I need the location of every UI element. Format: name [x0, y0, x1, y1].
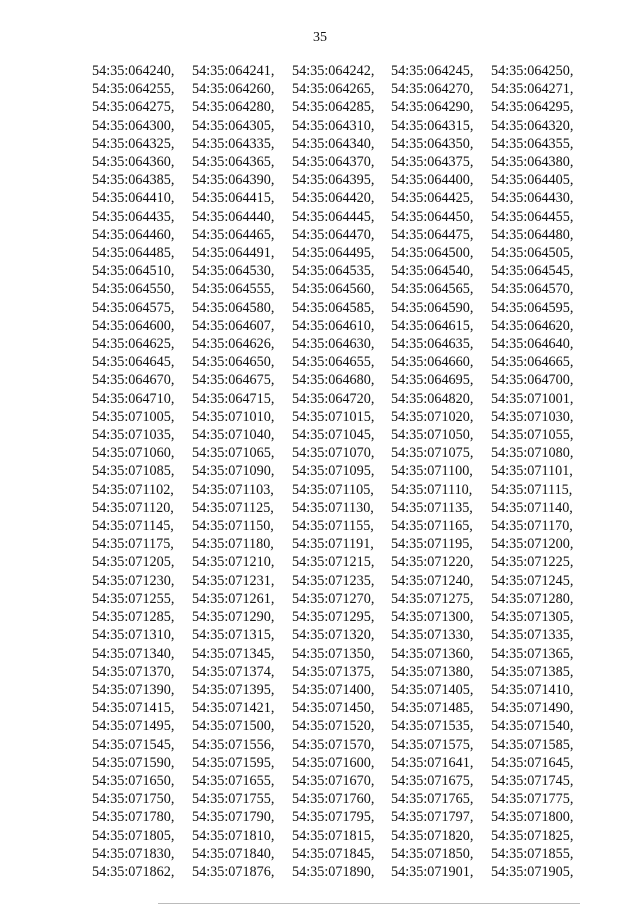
table-row [92, 808, 591, 826]
cadastral-number-cell: 54:35:071270, [292, 590, 375, 607]
cadastral-number-cell: 54:35:064365, [192, 154, 275, 171]
cadastral-number-cell: 54:35:064445, [292, 208, 375, 225]
cadastral-number-cell: 54:35:071600, [292, 754, 375, 771]
table-row [92, 535, 591, 553]
cadastral-number-cell: 54:35:071340, [92, 645, 175, 662]
cadastral-number-cell: 54:35:071405, [391, 681, 474, 698]
cadastral-number-cell: 54:35:064242, [292, 63, 375, 79]
cadastral-number-cell: 54:35:064665, [491, 354, 574, 371]
cadastral-number-cell: 54:35:071030, [491, 408, 574, 425]
cadastral-number-cell: 54:35:064580, [192, 299, 275, 316]
cadastral-number-cell: 54:35:064615, [391, 317, 474, 334]
table-row [92, 371, 591, 389]
cadastral-number-cell: 54:35:064585, [292, 299, 375, 316]
table-row [92, 153, 591, 171]
table-row [92, 226, 591, 244]
cadastral-number-cell: 54:35:064625, [92, 336, 175, 353]
cadastral-number-cell: 54:35:071805, [92, 827, 175, 844]
cadastral-number-cell: 54:35:071590, [92, 754, 175, 771]
cadastral-number-cell: 54:35:071240, [391, 572, 474, 589]
table-row [92, 699, 591, 717]
cadastral-number-cell: 54:35:071055, [491, 427, 574, 444]
cadastral-number-cell: 54:35:064305, [192, 117, 275, 134]
cadastral-number-cell: 54:35:071545, [92, 736, 175, 753]
table-row [92, 754, 591, 772]
cadastral-number-cell: 54:35:064645, [92, 354, 175, 371]
cadastral-number-cell: 54:35:071280, [491, 590, 574, 607]
table-row [92, 590, 591, 608]
cadastral-number-cell: 54:35:071585, [491, 736, 574, 753]
cadastral-number-cell: 54:35:071035, [92, 427, 175, 444]
cadastral-number-cell: 54:35:071790, [192, 809, 275, 826]
cadastral-number-cell: 54:35:071495, [92, 718, 175, 735]
cadastral-number-cell: 54:35:064610, [292, 317, 375, 334]
table-row [92, 335, 591, 353]
cadastral-number-cell: 54:35:064370, [292, 154, 375, 171]
cadastral-number-cell: 54:35:071115, [491, 481, 573, 498]
cadastral-number-cell: 54:35:071670, [292, 772, 375, 789]
cadastral-number-cell: 54:35:071102, [92, 481, 174, 498]
table-row [92, 299, 591, 317]
cadastral-number-cell: 54:35:064335, [192, 135, 275, 152]
cadastral-number-cell: 54:35:064271, [491, 81, 574, 98]
cadastral-number-cell: 54:35:071556, [192, 736, 275, 753]
cadastral-number-cell: 54:35:071005, [92, 408, 175, 425]
cadastral-number-cell: 54:35:071775, [491, 791, 574, 808]
table-row [92, 553, 591, 571]
cadastral-number-cell: 54:35:071145, [92, 518, 174, 535]
bottom-divider [158, 903, 580, 904]
cadastral-number-cell: 54:35:064350, [391, 135, 474, 152]
cadastral-number-cell: 54:35:071050, [391, 427, 474, 444]
table-row [92, 845, 591, 863]
cadastral-number-cell: 54:35:071755, [192, 791, 275, 808]
table-row [92, 171, 591, 189]
cadastral-number-cell: 54:35:064491, [192, 245, 275, 262]
cadastral-number-cell: 54:35:071335, [491, 627, 574, 644]
cadastral-number-cell: 54:35:064530, [192, 263, 275, 280]
cadastral-number-cell: 54:35:071103, [192, 481, 274, 498]
table-row [92, 244, 591, 262]
cadastral-number-cell: 54:35:064435, [92, 208, 175, 225]
cadastral-number-cell: 54:35:064680, [292, 372, 375, 389]
cadastral-number-cell: 54:35:071330, [391, 627, 474, 644]
cadastral-number-cell: 54:35:064390, [192, 172, 275, 189]
table-row [92, 499, 591, 517]
cadastral-number-cell: 54:35:064590, [391, 299, 474, 316]
cadastral-number-cell: 54:35:071275, [391, 590, 474, 607]
cadastral-number-cell: 54:35:064710, [92, 390, 175, 407]
cadastral-number-cell: 54:35:071170, [491, 518, 573, 535]
cadastral-number-cell: 54:35:071230, [92, 572, 175, 589]
cadastral-number-cell: 54:35:071100, [391, 463, 473, 480]
cadastral-number-cell: 54:35:071130, [292, 499, 374, 516]
cadastral-number-cell: 54:35:071890, [292, 863, 375, 880]
cadastral-number-cell: 54:35:064310, [292, 117, 375, 134]
cadastral-number-cell: 54:35:071485, [391, 700, 474, 717]
cadastral-number-cell: 54:35:064355, [491, 135, 574, 152]
cadastral-number-cell: 54:35:064475, [391, 226, 474, 243]
cadastral-number-cell: 54:35:071815, [292, 827, 375, 844]
cadastral-number-cell: 54:35:064620, [491, 317, 574, 334]
table-row [92, 208, 591, 226]
cadastral-number-cell: 54:35:064405, [491, 172, 574, 189]
table-row [92, 189, 591, 207]
table-row [92, 772, 591, 790]
cadastral-number-cell: 54:35:071200, [491, 536, 574, 553]
cadastral-number-cell: 54:35:071795, [292, 809, 375, 826]
cadastral-number-table-body [92, 62, 591, 881]
cadastral-number-cell: 54:35:064720, [292, 390, 375, 407]
cadastral-number-cell: 54:35:071862, [92, 863, 175, 880]
cadastral-number-cell: 54:35:064607, [192, 317, 275, 334]
table-row [92, 717, 591, 735]
cadastral-number-cell: 54:35:064695, [391, 372, 474, 389]
cadastral-number-cell: 54:35:071385, [491, 663, 574, 680]
cadastral-number-cell: 54:35:071360, [391, 645, 474, 662]
cadastral-number-cell: 54:35:064660, [391, 354, 474, 371]
cadastral-number-cell: 54:35:071015, [292, 408, 375, 425]
cadastral-number-cell: 54:35:064320, [491, 117, 574, 134]
cadastral-number-cell: 54:35:071825, [491, 827, 574, 844]
table-row [92, 135, 591, 153]
cadastral-number-cell: 54:35:064450, [391, 208, 474, 225]
cadastral-number-cell: 54:35:071595, [192, 754, 275, 771]
cadastral-number-cell: 54:35:071830, [92, 845, 175, 862]
cadastral-number-cell: 54:35:071840, [192, 845, 275, 862]
cadastral-number-cell: 54:35:071540, [491, 718, 574, 735]
table-row [92, 353, 591, 371]
cadastral-number-cell: 54:35:071645, [491, 754, 574, 771]
cadastral-number-cell: 54:35:064285, [292, 99, 375, 116]
cadastral-number-cell: 54:35:064240, [92, 63, 175, 79]
cadastral-number-cell: 54:35:071490, [491, 700, 574, 717]
cadastral-number-cell: 54:35:064500, [391, 245, 474, 262]
table-row [92, 62, 591, 80]
cadastral-number-cell: 54:35:071390, [92, 681, 175, 698]
cadastral-number-cell: 54:35:071901, [391, 863, 474, 880]
cadastral-number-cell: 54:35:071575, [391, 736, 474, 753]
cadastral-number-cell: 54:35:071215, [292, 554, 375, 571]
cadastral-number-table [92, 62, 591, 881]
cadastral-number-cell: 54:35:064440, [192, 208, 275, 225]
cadastral-number-cell: 54:35:071290, [192, 609, 275, 626]
cadastral-number-cell: 54:35:064635, [391, 336, 474, 353]
cadastral-number-cell: 54:35:064700, [491, 372, 574, 389]
cadastral-number-cell: 54:35:071855, [491, 845, 574, 862]
cadastral-number-cell: 54:35:064626, [192, 336, 275, 353]
cadastral-number-cell: 54:35:071375, [292, 663, 375, 680]
cadastral-number-cell: 54:35:064410, [92, 190, 175, 207]
cadastral-number-cell: 54:35:071570, [292, 736, 375, 753]
cadastral-number-cell: 54:35:071120, [92, 499, 174, 516]
table-row [92, 481, 591, 499]
cadastral-number-cell: 54:35:071165, [391, 518, 473, 535]
cadastral-number-cell: 54:35:071876, [192, 863, 275, 880]
cadastral-number-cell: 54:35:071780, [92, 809, 175, 826]
cadastral-number-cell: 54:35:064455, [491, 208, 574, 225]
cadastral-number-cell: 54:35:064540, [391, 263, 474, 280]
cadastral-number-cell: 54:35:071675, [391, 772, 474, 789]
table-row [92, 626, 591, 644]
cadastral-number-cell: 54:35:064245, [391, 63, 474, 79]
cadastral-number-cell: 54:35:064480, [491, 226, 574, 243]
table-row [92, 790, 591, 808]
cadastral-number-cell: 54:35:064555, [192, 281, 275, 298]
cadastral-number-cell: 54:35:064460, [92, 226, 175, 243]
cadastral-number-cell: 54:35:064375, [391, 154, 474, 171]
table-row [92, 863, 591, 881]
cadastral-number-cell: 54:35:071245, [491, 572, 574, 589]
cadastral-number-cell: 54:35:071150, [192, 518, 274, 535]
cadastral-number-cell: 54:35:064280, [192, 99, 275, 116]
cadastral-number-cell: 54:35:064640, [491, 336, 574, 353]
cadastral-number-cell: 54:35:064295, [491, 99, 574, 116]
cadastral-number-cell: 54:35:064650, [192, 354, 275, 371]
cadastral-number-cell: 54:35:071750, [92, 791, 175, 808]
cadastral-number-cell: 54:35:064315, [391, 117, 474, 134]
cadastral-number-cell: 54:35:071105, [292, 481, 374, 498]
cadastral-number-cell: 54:35:071374, [192, 663, 275, 680]
table-row [92, 663, 591, 681]
table-row [92, 572, 591, 590]
cadastral-number-cell: 54:35:064570, [491, 281, 574, 298]
cadastral-number-cell: 54:35:071415, [92, 700, 175, 717]
cadastral-number-cell: 54:35:064260, [192, 81, 275, 98]
cadastral-number-cell: 54:35:071085, [92, 463, 175, 480]
cadastral-number-cell: 54:35:071655, [192, 772, 275, 789]
cadastral-number-cell: 54:35:064270, [391, 81, 474, 98]
cadastral-number-cell: 54:35:064655, [292, 354, 375, 371]
cadastral-number-cell: 54:35:064400, [391, 172, 474, 189]
cadastral-number-cell: 54:35:064675, [192, 372, 275, 389]
cadastral-number-cell: 54:35:064495, [292, 245, 375, 262]
cadastral-number-cell: 54:35:071235, [292, 572, 375, 589]
table-row [92, 645, 591, 663]
table-row [92, 736, 591, 754]
cadastral-number-cell: 54:35:071350, [292, 645, 375, 662]
cadastral-number-cell: 54:35:071180, [192, 536, 274, 553]
cadastral-number-cell: 54:35:071295, [292, 609, 375, 626]
cadastral-number-cell: 54:35:071135, [391, 499, 473, 516]
cadastral-number-cell: 54:35:064820, [391, 390, 474, 407]
cadastral-number-cell: 54:35:071001, [491, 390, 574, 407]
cadastral-number-cell: 54:35:064565, [391, 281, 474, 298]
cadastral-number-cell: 54:35:064265, [292, 81, 375, 98]
table-row [92, 262, 591, 280]
cadastral-number-cell: 54:35:071745, [491, 772, 574, 789]
table-row [92, 117, 591, 135]
cadastral-number-cell: 54:35:071370, [92, 663, 175, 680]
cadastral-number-cell: 54:35:071261, [192, 590, 275, 607]
cadastral-number-cell: 54:35:064600, [92, 317, 175, 334]
cadastral-number-cell: 54:35:071535, [391, 718, 474, 735]
cadastral-number-cell: 54:35:064300, [92, 117, 175, 134]
cadastral-number-cell: 54:35:071395, [192, 681, 275, 698]
cadastral-number-cell: 54:35:064575, [92, 299, 175, 316]
cadastral-number-cell: 54:35:071520, [292, 718, 375, 735]
cadastral-number-cell: 54:35:071641, [391, 754, 474, 771]
cadastral-number-cell: 54:35:064535, [292, 263, 375, 280]
cadastral-number-cell: 54:35:071020, [391, 408, 474, 425]
cadastral-number-cell: 54:35:071010, [192, 408, 275, 425]
cadastral-number-cell: 54:35:071210, [192, 554, 275, 571]
cadastral-number-cell: 54:35:071285, [92, 609, 175, 626]
cadastral-number-cell: 54:35:071905, [491, 863, 574, 880]
cadastral-number-cell: 54:35:064290, [391, 99, 474, 116]
cadastral-number-cell: 54:35:071155, [292, 518, 374, 535]
cadastral-number-cell: 54:35:064250, [491, 63, 574, 79]
cadastral-number-cell: 54:35:071101, [491, 463, 573, 480]
cadastral-number-cell: 54:35:064425, [391, 190, 474, 207]
cadastral-number-cell: 54:35:071310, [92, 627, 175, 644]
cadastral-number-cell: 54:35:071315, [192, 627, 275, 644]
cadastral-number-cell: 54:35:071040, [192, 427, 275, 444]
cadastral-number-cell: 54:35:071095, [292, 463, 375, 480]
cadastral-number-cell: 54:35:071800, [491, 809, 574, 826]
cadastral-number-cell: 54:35:064385, [92, 172, 175, 189]
table-row [92, 608, 591, 626]
cadastral-number-cell: 54:35:071320, [292, 627, 375, 644]
cadastral-number-cell: 54:35:064550, [92, 281, 175, 298]
cadastral-number-cell: 54:35:064415, [192, 190, 275, 207]
cadastral-number-cell: 54:35:071820, [391, 827, 474, 844]
cadastral-number-cell: 54:35:071175, [92, 536, 174, 553]
table-row [92, 98, 591, 116]
cadastral-number-cell: 54:35:071797, [391, 809, 474, 826]
cadastral-number-cell: 54:35:071195, [391, 536, 473, 553]
cadastral-number-cell: 54:35:071060, [92, 445, 175, 462]
cadastral-number-cell: 54:35:071045, [292, 427, 375, 444]
cadastral-number-cell: 54:35:071225, [491, 554, 574, 571]
cadastral-number-cell: 54:35:071421, [192, 700, 275, 717]
cadastral-number-cell: 54:35:064505, [491, 245, 574, 262]
cadastral-number-cell: 54:35:064470, [292, 226, 375, 243]
cadastral-number-cell: 54:35:064241, [192, 63, 275, 79]
table-row [92, 408, 591, 426]
table-row [92, 827, 591, 845]
table-row [92, 517, 591, 535]
cadastral-number-cell: 54:35:071080, [491, 445, 574, 462]
cadastral-number-cell: 54:35:071845, [292, 845, 375, 862]
table-row [92, 280, 591, 298]
page-number: 35 [313, 30, 327, 45]
cadastral-number-cell: 54:35:071450, [292, 700, 375, 717]
cadastral-number-cell: 54:35:064360, [92, 154, 175, 171]
cadastral-number-cell: 54:35:064670, [92, 372, 175, 389]
table-row [92, 80, 591, 98]
cadastral-number-cell: 54:35:064325, [92, 135, 175, 152]
cadastral-number-cell: 54:35:071070, [292, 445, 375, 462]
cadastral-number-cell: 54:35:071400, [292, 681, 375, 698]
cadastral-number-cell: 54:35:064275, [92, 99, 175, 116]
cadastral-number-cell: 54:35:071500, [192, 718, 275, 735]
table-row [92, 444, 591, 462]
cadastral-number-cell: 54:35:071380, [391, 663, 474, 680]
table-row [92, 317, 591, 335]
cadastral-number-cell: 54:35:064465, [192, 226, 275, 243]
cadastral-number-cell: 54:35:071140, [491, 499, 573, 516]
cadastral-number-cell: 54:35:071850, [391, 845, 474, 862]
cadastral-number-cell: 54:35:071345, [192, 645, 275, 662]
cadastral-number-cell: 54:35:071205, [92, 554, 175, 571]
cadastral-number-cell: 54:35:064420, [292, 190, 375, 207]
cadastral-number-cell: 54:35:071650, [92, 772, 175, 789]
cadastral-number-cell: 54:35:071300, [391, 609, 474, 626]
cadastral-number-cell: 54:35:071220, [391, 554, 474, 571]
cadastral-number-cell: 54:35:071255, [92, 590, 175, 607]
cadastral-number-cell: 54:35:071075, [391, 445, 474, 462]
cadastral-number-cell: 54:35:064630, [292, 336, 375, 353]
table-row [92, 462, 591, 480]
cadastral-number-cell: 54:35:071410, [491, 681, 574, 698]
cadastral-number-cell: 54:35:064255, [92, 81, 175, 98]
cadastral-number-cell: 54:35:071110, [391, 481, 473, 498]
cadastral-number-cell: 54:35:071810, [192, 827, 275, 844]
cadastral-number-cell: 54:35:071125, [192, 499, 274, 516]
cadastral-number-cell: 54:35:064545, [491, 263, 574, 280]
cadastral-number-cell: 54:35:071231, [192, 572, 275, 589]
cadastral-number-cell: 54:35:071765, [391, 791, 474, 808]
table-row [92, 681, 591, 699]
cadastral-number-cell: 54:35:071760, [292, 791, 375, 808]
cadastral-number-cell: 54:35:064380, [491, 154, 574, 171]
cadastral-number-cell: 54:35:071065, [192, 445, 275, 462]
cadastral-number-cell: 54:35:064430, [491, 190, 574, 207]
cadastral-number-cell: 54:35:071090, [192, 463, 275, 480]
cadastral-number-cell: 54:35:064395, [292, 172, 375, 189]
table-row [92, 426, 591, 444]
cadastral-number-cell: 54:35:071191, [292, 536, 374, 553]
cadastral-number-cell: 54:35:071305, [491, 609, 574, 626]
cadastral-number-cell: 54:35:064485, [92, 245, 175, 262]
cadastral-number-cell: 54:35:064510, [92, 263, 175, 280]
cadastral-number-cell: 54:35:064595, [491, 299, 574, 316]
cadastral-number-cell: 54:35:071365, [491, 645, 574, 662]
cadastral-number-cell: 54:35:064340, [292, 135, 375, 152]
cadastral-number-cell: 54:35:064715, [192, 390, 275, 407]
table-row [92, 390, 591, 408]
cadastral-number-cell: 54:35:064560, [292, 281, 375, 298]
